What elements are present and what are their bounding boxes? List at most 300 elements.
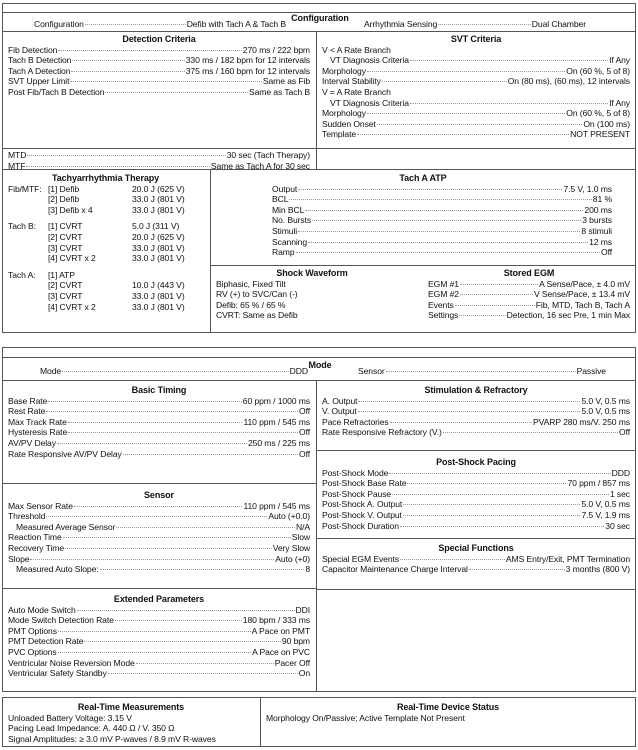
row-value: Off xyxy=(298,448,310,459)
realtime-status-title: Real-Time Device Status xyxy=(396,702,500,712)
realtime-status-text: Morphology On/Passive; Active Template Not Present xyxy=(266,712,465,723)
dot-leader xyxy=(469,569,565,570)
dot-leader xyxy=(123,454,298,455)
basic-timing-title: Basic Timing xyxy=(131,385,187,395)
dot-leader xyxy=(389,473,610,474)
svt-row xyxy=(322,129,630,140)
row-value: 1 sec xyxy=(609,488,630,499)
post-shock-pacing-section xyxy=(318,455,634,533)
dot-leader xyxy=(46,516,267,517)
row-label: Base Rate xyxy=(8,395,48,406)
therapy-title: Tachyarrhythmia Therapy xyxy=(52,173,160,183)
dot-leader xyxy=(57,443,247,444)
row-value: 60 ppm / 1000 ms xyxy=(242,395,310,406)
extended-parameters-title: Extended Parameters xyxy=(113,594,205,604)
basic-timing-row xyxy=(8,396,310,407)
dot-leader xyxy=(392,494,609,495)
detection-row xyxy=(8,66,310,77)
row-label: Rate Responsive Refractory (V.) xyxy=(322,427,442,438)
therapy-energy: 33.0 J (801 V) xyxy=(132,242,185,253)
row-label: Fib Detection xyxy=(8,44,58,55)
configuration-header: Configuration xyxy=(291,13,349,23)
row-value: 8 xyxy=(305,564,310,575)
row-label: EGM #2 xyxy=(428,289,459,300)
realtime-measurements-section xyxy=(4,700,258,746)
tach-a-atp-section xyxy=(212,171,634,260)
row-value: Off xyxy=(298,427,310,438)
therapy-zone-label xyxy=(8,232,48,243)
svt-row xyxy=(322,55,630,66)
therapy-zone-label: Tach B: xyxy=(8,221,36,232)
basic-timing-row xyxy=(8,417,310,428)
dot-leader xyxy=(65,548,272,549)
row-label: Special EGM Events xyxy=(322,553,400,564)
dot-leader xyxy=(357,134,569,135)
row-label: Capacitor Maintenance Charge Interval xyxy=(322,564,468,575)
dot-leader xyxy=(70,81,261,82)
dot-leader xyxy=(58,652,251,653)
therapy-step: [2] Defib xyxy=(48,194,80,205)
therapy-energy: 10.0 J (443 V) xyxy=(132,280,185,291)
dot-leader xyxy=(403,504,580,505)
post-shock-row xyxy=(322,489,630,500)
egm-row xyxy=(428,310,630,321)
therapy-zone-group xyxy=(8,184,204,216)
therapy-step: [2] CVRT xyxy=(48,280,83,291)
row-label: Events xyxy=(428,299,454,310)
egm-row xyxy=(428,300,630,311)
row-value: Off xyxy=(618,427,630,438)
row-label: AV/PV Delay xyxy=(8,437,56,448)
sensor-row xyxy=(8,543,310,554)
row-label: Min BCL xyxy=(272,204,305,215)
therapy-step: [3] CVRT xyxy=(48,290,83,301)
row-label: Max Track Rate xyxy=(8,416,67,427)
row-label: PMT Detection Rate xyxy=(8,636,84,647)
therapy-step: [1] ATP xyxy=(48,269,75,280)
row-label: Output xyxy=(272,183,298,194)
extended-row xyxy=(8,647,310,658)
row-value: 3 bursts xyxy=(582,215,612,226)
row-label: Rest Rate xyxy=(8,406,46,417)
row-value: Slow xyxy=(291,532,310,543)
row-value: 7.5 V, 1.9 ms xyxy=(581,509,630,520)
shock-waveform-line: Biphasic, Fixed Tilt xyxy=(216,278,286,289)
dot-leader xyxy=(382,81,507,82)
realtime-measurements-title: Real-Time Measurements xyxy=(77,702,185,712)
measurement-line: Pacing Lead Impedance: A. 440 Ω / V. 350 Ω xyxy=(8,723,175,734)
detection-row xyxy=(8,87,310,98)
dot-leader xyxy=(100,569,305,570)
special-functions-section xyxy=(318,541,634,577)
configuration-row: Configuration Defib with Tach A & Tach B xyxy=(34,19,286,29)
therapy-zone-label: Tach A: xyxy=(8,269,36,280)
row-label: Reaction Time xyxy=(8,532,62,543)
dot-leader xyxy=(455,305,535,306)
extended-row xyxy=(8,626,310,637)
therapy-energy: 5.0 J (311 V) xyxy=(132,221,180,232)
shock-waveform-line: RV (+) to SVC/Can (-) xyxy=(216,289,298,300)
basic-timing-row xyxy=(8,406,310,417)
stored-egm-section xyxy=(424,266,634,323)
special-function-row xyxy=(322,564,630,575)
dot-leader xyxy=(63,537,291,538)
atp-row xyxy=(272,215,612,226)
post-shock-title: Post-Shock Pacing xyxy=(436,457,516,467)
row-value: Off xyxy=(298,406,310,417)
post-shock-row xyxy=(322,499,630,510)
dot-leader xyxy=(108,673,298,674)
row-value: DDI xyxy=(295,604,310,615)
row-label: Hysteresis Rate xyxy=(8,427,68,438)
dot-leader xyxy=(72,60,184,61)
row-label: Post-Shock Duration xyxy=(322,520,399,531)
row-value: 3 months (800 V) xyxy=(565,564,630,575)
row-value: 5.0 V, 0.5 ms xyxy=(581,499,630,510)
row-value: Auto (+0.0) xyxy=(268,511,310,522)
basic-timing-row xyxy=(8,438,310,449)
post-shock-row xyxy=(322,468,630,479)
dot-leader xyxy=(460,284,538,285)
therapy-energy xyxy=(132,270,204,281)
row-value: If Any xyxy=(609,55,630,66)
row-value: A Pace on PVC xyxy=(252,646,310,657)
row-label: Scanning xyxy=(272,236,308,247)
dot-leader xyxy=(377,124,583,125)
basic-timing-row xyxy=(8,449,310,460)
row-value: On xyxy=(298,668,310,679)
dot-leader xyxy=(115,620,242,621)
row-label: Settings xyxy=(428,310,459,321)
row-value: 70 ppm / 857 ms xyxy=(567,478,630,489)
extended-row xyxy=(8,615,310,626)
svt-branch-1: V < A Rate Branch xyxy=(322,44,391,55)
row-label: EGM #1 xyxy=(428,278,459,289)
mode-row: Mode DDD xyxy=(40,366,308,376)
row-value: A Pace on PMT xyxy=(251,625,310,636)
svt-criteria-section xyxy=(318,32,634,142)
extended-row xyxy=(8,605,310,616)
dot-leader xyxy=(358,411,581,412)
therapy-zone-label xyxy=(8,253,48,264)
row-label: PMT Options xyxy=(8,625,57,636)
row-value: Pacer Off xyxy=(274,657,310,668)
mode-header: Mode xyxy=(308,360,332,370)
row-value: DDD xyxy=(611,467,630,478)
row-label: Auto Mode Switch xyxy=(8,604,76,615)
extended-row xyxy=(8,668,310,679)
stored-egm-title: Stored EGM xyxy=(503,268,555,278)
row-label: Slope xyxy=(8,553,30,564)
dot-leader xyxy=(308,242,588,243)
row-value: Same as Fib xyxy=(262,76,310,87)
dot-leader xyxy=(403,515,581,516)
dot-leader xyxy=(459,315,505,316)
row-value: V Sense/Pace, ± 13.4 mV xyxy=(533,289,630,300)
dot-leader xyxy=(30,559,274,560)
row-label: Recovery Time xyxy=(8,542,65,553)
row-value: If Any xyxy=(609,97,630,108)
stimulation-row xyxy=(322,417,630,428)
dot-leader xyxy=(296,252,600,253)
dot-leader xyxy=(358,401,580,402)
stimulation-row xyxy=(322,406,630,417)
dot-leader xyxy=(71,71,184,72)
detection-row xyxy=(8,76,310,87)
row-value: AMS Entry/Exit, PMT Termination xyxy=(505,553,630,564)
stimulation-row xyxy=(322,427,630,438)
row-label: Tach A Detection xyxy=(8,65,71,76)
basic-timing-row xyxy=(8,427,310,438)
therapy-zone-label xyxy=(8,302,48,313)
row-label: VT Diagnosis Criteria xyxy=(330,97,409,108)
dot-leader xyxy=(410,60,608,61)
dot-leader xyxy=(410,103,608,104)
row-value: Same as Tach B xyxy=(248,86,310,97)
detection-row xyxy=(8,55,310,66)
row-label: Post Fib/Tach B Detection xyxy=(8,86,105,97)
sensor-row xyxy=(8,564,310,575)
realtime-status-section xyxy=(262,700,634,725)
dot-leader xyxy=(400,526,604,527)
row-value: 330 ms / 182 bpm for 12 intervals xyxy=(185,55,310,66)
dot-leader xyxy=(68,432,298,433)
row-label: Post-Shock Mode xyxy=(322,467,389,478)
row-label: Ventricular Noise Reversion Mode xyxy=(8,657,135,668)
row-value: Very Slow xyxy=(272,542,310,553)
mtf-row: MTF Same as Tach A for 30 sec xyxy=(8,160,310,171)
row-label: Rate Responsive AV/PV Delay xyxy=(8,448,122,459)
dot-leader xyxy=(58,50,241,51)
row-value: 110 ppm / 545 ms xyxy=(243,416,310,427)
row-label: VT Diagnosis Criteria xyxy=(330,55,409,66)
extended-row xyxy=(8,636,310,647)
therapy-step: [3] Defib x 4 xyxy=(48,204,93,215)
special-function-row xyxy=(322,554,630,565)
row-value: N/A xyxy=(295,521,310,532)
row-label: BCL xyxy=(272,194,289,205)
row-label: Mode Switch Detection Rate xyxy=(8,615,114,626)
row-value: PVARP 280 ms/V. 250 ms xyxy=(533,416,630,427)
stimulation-title: Stimulation & Refractory xyxy=(424,385,528,395)
row-label: Sudden Onset xyxy=(322,118,376,129)
atp-row xyxy=(272,184,612,195)
therapy-zone-label: Fib/MTF: xyxy=(8,183,42,194)
row-label: A. Output xyxy=(322,395,358,406)
dot-leader xyxy=(400,559,505,560)
dot-leader xyxy=(46,411,298,412)
row-label: Measured Auto Slope: xyxy=(16,564,99,575)
therapy-step: [1] CVRT xyxy=(48,221,83,232)
extended-row xyxy=(8,658,310,669)
row-label: No. Bursts xyxy=(272,215,312,226)
row-value: Off xyxy=(600,247,612,258)
row-label: Ramp xyxy=(272,247,295,258)
dot-leader xyxy=(443,432,618,433)
therapy-step: [3] CVRT xyxy=(48,242,83,253)
row-value: On (80 ms), (60 ms), 12 intervals xyxy=(507,76,630,87)
special-functions-title: Special Functions xyxy=(438,543,514,553)
detection-row xyxy=(8,45,310,56)
row-value: 7.5 V, 1.0 ms xyxy=(563,183,612,194)
row-label: Interval Stability xyxy=(322,76,381,87)
row-value: 12 ms xyxy=(589,236,612,247)
row-value: Auto (+0) xyxy=(275,553,310,564)
row-label: Post-Shock V. Output xyxy=(322,509,402,520)
row-label: Post-Shock Base Rate xyxy=(322,478,407,489)
row-value: 8 stimuli xyxy=(581,225,612,236)
therapy-energy: 20.0 J (625 V) xyxy=(132,183,185,194)
therapy-energy: 33.0 J (801 V) xyxy=(132,194,185,205)
svt-branch-2: V = A Rate Branch xyxy=(322,86,391,97)
row-label: PVC Options xyxy=(8,646,57,657)
dot-leader xyxy=(68,422,243,423)
therapy-energy: 33.0 J (801 V) xyxy=(132,253,185,264)
row-value: On (60 %, 5 of 8) xyxy=(566,65,630,76)
row-value: On (100 ms) xyxy=(583,118,630,129)
row-label: Threshold xyxy=(8,511,46,522)
row-label: Tach B Detection xyxy=(8,55,72,66)
row-value: 375 ms / 160 bpm for 12 intervals xyxy=(185,65,310,76)
therapy-zone-group xyxy=(8,221,204,263)
row-label: Template xyxy=(322,129,357,140)
sensor-row xyxy=(8,532,310,543)
arrhythmia-sensing-row: Arrhythmia Sensing Dual Chamber xyxy=(364,19,586,29)
row-label: Post-Shock A. Output xyxy=(322,499,403,510)
row-label: Pace Refractories xyxy=(322,416,389,427)
sensor-section xyxy=(4,488,314,577)
therapy-zone-label xyxy=(8,194,48,205)
shock-waveform-line: CVRT: Same as Defib xyxy=(216,310,298,321)
dot-leader xyxy=(58,631,251,632)
tachyarrhythmia-therapy-section xyxy=(4,171,208,320)
svt-row xyxy=(322,76,630,87)
svt-row xyxy=(322,119,630,130)
dot-leader xyxy=(367,113,565,114)
row-value: 30 sec xyxy=(605,520,630,531)
therapy-zone-group xyxy=(8,270,204,312)
egm-row xyxy=(428,279,630,290)
row-value: 5.0 V, 0.5 ms xyxy=(581,406,630,417)
atp-row xyxy=(272,237,612,248)
dot-leader xyxy=(407,483,566,484)
post-shock-row xyxy=(322,510,630,521)
row-value: A Sense/Pace, ± 4.0 mV xyxy=(539,278,630,289)
row-value: 270 ms / 222 bpm xyxy=(242,44,310,55)
row-label: Morphology xyxy=(322,65,366,76)
dot-leader xyxy=(298,231,580,232)
sensor-mode-row: Sensor Passive xyxy=(358,366,606,376)
therapy-step: [4] CVRT x 2 xyxy=(48,253,96,264)
dot-leader xyxy=(74,506,243,507)
dot-leader xyxy=(48,401,242,402)
row-label: Post-Shock Pause xyxy=(322,488,392,499)
row-label: Max Sensor Rate xyxy=(8,500,73,511)
dot-leader xyxy=(367,71,565,72)
dot-leader xyxy=(116,527,295,528)
therapy-zone-label xyxy=(8,291,48,302)
detection-criteria-title: Detection Criteria xyxy=(122,34,196,44)
row-label: Measured Average Sensor xyxy=(16,521,116,532)
atp-title: Tach A ATP xyxy=(399,173,447,183)
atp-row xyxy=(272,194,612,205)
svt-row xyxy=(322,66,630,77)
dot-leader xyxy=(84,641,281,642)
therapy-zone-label xyxy=(8,280,48,291)
row-label: V. Output xyxy=(322,406,357,417)
row-label: Stimuli xyxy=(272,225,298,236)
row-value: NOT PRESENT xyxy=(570,129,630,140)
sensor-row xyxy=(8,522,310,533)
post-shock-row xyxy=(322,521,630,532)
sensor-row xyxy=(8,554,310,565)
therapy-energy: 33.0 J (801 V) xyxy=(132,301,185,312)
sensor-row xyxy=(8,501,310,512)
measurement-line: Unloaded Battery Voltage: 3.15 V xyxy=(8,712,132,723)
row-value: 200 ms xyxy=(584,204,612,215)
dot-leader xyxy=(77,610,295,611)
shock-waveform-title: Shock Waveform xyxy=(276,268,348,278)
dot-leader xyxy=(390,422,532,423)
shock-waveform-section xyxy=(212,266,412,323)
row-label: Morphology xyxy=(322,108,366,119)
row-value: 5.0 V, 0.5 ms xyxy=(581,395,630,406)
atp-row xyxy=(272,226,612,237)
therapy-zone-label xyxy=(8,243,48,254)
therapy-step: [1] Defib xyxy=(48,183,80,194)
extended-parameters-section xyxy=(4,592,314,681)
therapy-energy: 33.0 J (801 V) xyxy=(132,204,185,215)
dot-leader xyxy=(312,220,581,221)
atp-row xyxy=(272,205,612,216)
row-value: 110 ppm / 545 ms xyxy=(243,500,310,511)
dot-leader xyxy=(105,92,248,93)
svt-criteria-title: SVT Criteria xyxy=(450,34,502,44)
stimulation-row xyxy=(322,396,630,407)
sensor-row xyxy=(8,511,310,522)
atp-row xyxy=(272,247,612,258)
therapy-zone-label xyxy=(8,205,48,216)
measurement-line: Signal Amplitudes: ≥ 3.0 mV P-waves / 8.9 mV R-waves xyxy=(8,733,216,744)
mtd-row: MTD 30 sec (Tach Therapy) xyxy=(8,150,310,160)
row-value: Detection, 16 sec Pre, 1 min Max xyxy=(506,310,630,321)
sensor-title: Sensor xyxy=(144,490,174,500)
dot-leader xyxy=(289,199,591,200)
therapy-step: [4] CVRT x 2 xyxy=(48,301,96,312)
row-value: 90 bpm xyxy=(281,636,310,647)
stimulation-refractory-section xyxy=(318,383,634,440)
svt-row xyxy=(322,108,630,119)
row-value: Fib, MTD, Tach B, Tach A xyxy=(535,299,630,310)
detection-criteria-section xyxy=(4,32,314,100)
therapy-energy: 33.0 J (801 V) xyxy=(132,290,185,301)
row-value: On (60 %, 5 of 8) xyxy=(566,108,630,119)
therapy-step: [2] CVRT xyxy=(48,231,83,242)
row-value: 250 ms / 225 ms xyxy=(247,437,310,448)
shock-waveform-line: Defib: 65 % / 65 % xyxy=(216,299,286,310)
dot-leader xyxy=(298,189,562,190)
dot-leader xyxy=(136,663,274,664)
therapy-energy: 20.0 J (625 V) xyxy=(132,231,185,242)
row-value: 81 % xyxy=(592,194,612,205)
row-label: Ventricular Safety Standby xyxy=(8,668,107,679)
svt-row xyxy=(322,98,630,109)
row-label: SVT Upper Limit xyxy=(8,76,70,87)
egm-row xyxy=(428,289,630,300)
dot-leader xyxy=(460,294,533,295)
dot-leader xyxy=(305,210,583,211)
basic-timing-section xyxy=(4,383,314,461)
